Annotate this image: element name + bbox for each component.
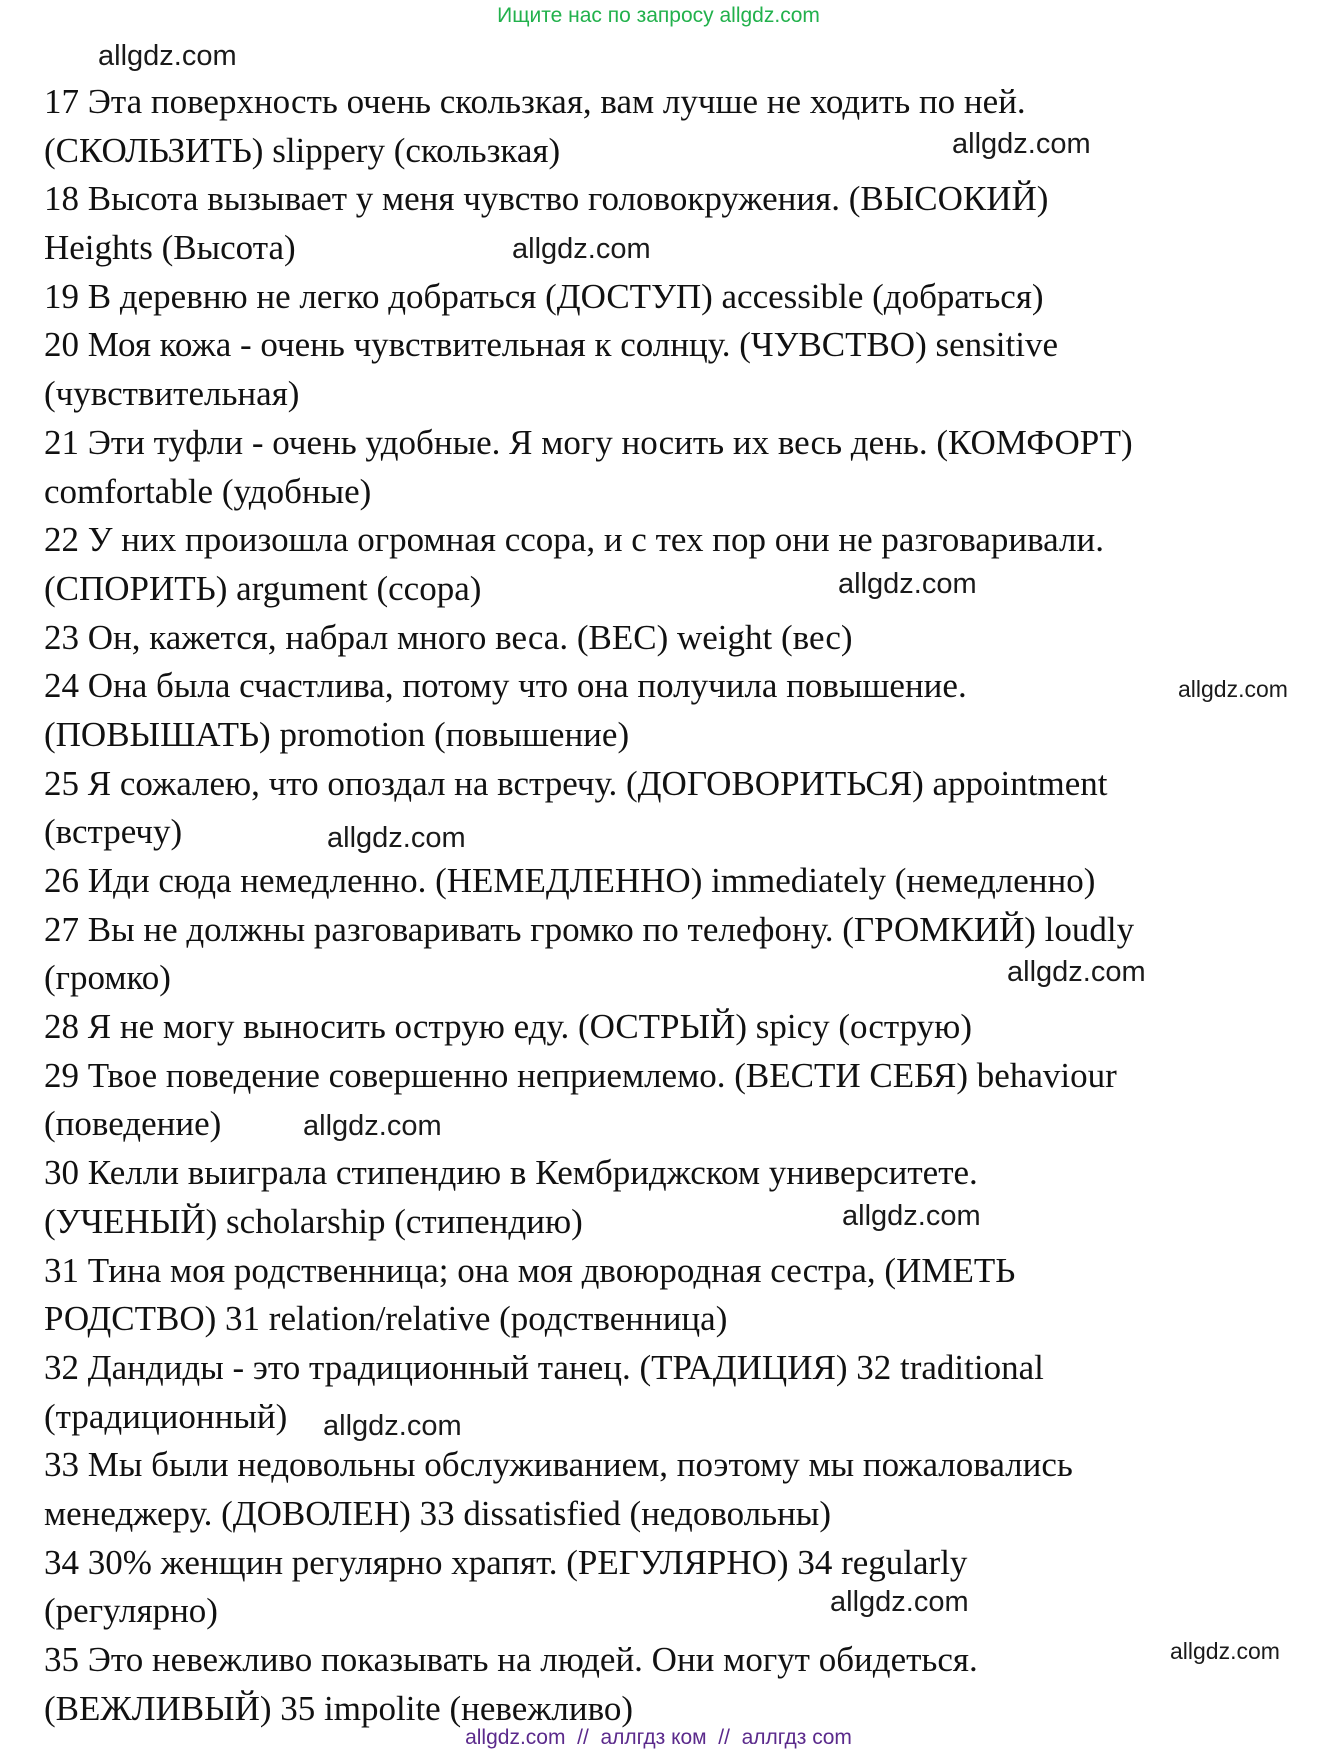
watermark: allgdz.com — [842, 1200, 981, 1232]
answer-line: 19 В деревню не легко добраться (ДОСТУП) accessible (добраться) — [44, 276, 1044, 316]
answer-line: Heights (Высота) — [44, 228, 296, 268]
answer-line: (ВЕЖЛИВЫЙ) 35 impolite (невежливо) — [44, 1688, 634, 1728]
answer-line: 26 Иди сюда немедленно. (НЕМЕДЛЕННО) immediately (немедленно) — [44, 861, 1096, 900]
answer-line: (встречу) — [44, 812, 183, 852]
watermark: allgdz.com — [512, 233, 651, 265]
answer-line: 22 У них произошла огромная ссора, и с тех пор они не разговаривали. — [44, 520, 1104, 560]
top-banner: Ищите нас по запросу allgdz.com — [497, 4, 820, 27]
answer-line: 27 Вы не должны разговаривать громко по телефону. (ГРОМКИЙ) loudly — [44, 909, 1135, 949]
answer-line: 29 Твое поведение совершенно неприемлемо. (ВЕСТИ СЕБЯ) behaviour — [44, 1055, 1117, 1095]
watermark: allgdz.com — [323, 1410, 462, 1442]
answer-line: (традиционный) — [44, 1396, 288, 1436]
answer-line: 35 Это невежливо показывать на людей. Они могут обидеться. — [44, 1640, 978, 1679]
watermark: allgdz.com — [952, 128, 1091, 160]
answer-line: 23 Он, кажется, набрал много веса. (ВЕС) weight (вес) — [44, 617, 853, 657]
answer-line: (УЧЕНЫЙ) scholarship (стипендию) — [44, 1201, 583, 1241]
answer-line: 20 Моя кожа - очень чувствительная к солнцу. (ЧУВСТВО) sensitive — [44, 325, 1058, 365]
watermark: allgdz.com — [303, 1110, 442, 1142]
answer-line: 30 Келли выиграла стипендию в Кембриджском университете. — [44, 1153, 978, 1193]
answer-line: (СПОРИТЬ) argument (ссора) — [44, 568, 482, 608]
answer-line: (СКОЛЬЗИТЬ) slippery (скользкая) — [44, 130, 561, 170]
watermark: allgdz.com — [98, 40, 237, 72]
answer-line: 21 Эти туфли - очень удобные. Я могу носить их весь день. (КОМФОРТ) — [44, 422, 1133, 462]
watermark: allgdz.com — [1170, 1638, 1280, 1664]
answer-line: (регулярно) — [44, 1591, 218, 1631]
answer-line: (чувствительная) — [44, 374, 300, 414]
watermark: allgdz.com — [838, 568, 977, 600]
watermark: allgdz.com — [1007, 956, 1146, 988]
answer-line: comfortable (удобные) — [44, 471, 372, 511]
answer-line: 33 Мы были недовольны обслуживанием, поэтому мы пожаловались — [44, 1445, 1073, 1485]
watermark: allgdz.com — [327, 822, 466, 854]
answer-line: 18 Высота вызывает у меня чувство головокружения. (ВЫСОКИЙ) — [44, 179, 1049, 219]
answer-line: менеджеру. (ДОВОЛЕН) 33 dissatisfied (недовольны) — [44, 1493, 831, 1533]
answer-line: 32 Дандиды - это традиционный танец. (ТРАДИЦИЯ) 32 traditional — [44, 1347, 1044, 1387]
footer-links: allgdz.com // аллгдз ком // аллгдз com — [465, 1726, 852, 1749]
answer-line: 31 Тина моя родственница; она моя двоюродная сестра, (ИМЕТЬ — [44, 1250, 1016, 1290]
answer-line: РОДСТВО) 31 relation/relative (родственница) — [44, 1299, 728, 1339]
watermark: allgdz.com — [830, 1586, 969, 1618]
answer-line: (поведение) — [44, 1104, 222, 1144]
exercise-answers — [44, 78, 1284, 1733]
answer-line: 17 Эта поверхность очень скользкая, вам лучше не ходить по ней. — [44, 82, 1026, 121]
answer-line: 25 Я сожалею, что опоздал на встречу. (ДОГОВОРИТЬСЯ) appointment — [44, 763, 1108, 803]
answer-line: 28 Я не могу выносить острую еду. (ОСТРЫЙ) spicy (острую) — [44, 1007, 972, 1047]
answer-line: 34 30% женщин регулярно храпят. (РЕГУЛЯРНО) 34 regularly — [44, 1542, 968, 1582]
answer-line: (громко) — [44, 958, 171, 998]
watermark: allgdz.com — [1178, 676, 1288, 702]
answer-line: (ПОВЫШАТЬ) promotion (повышение) — [44, 714, 630, 754]
answer-line: 24 Она была счастлива, потому что она получила повышение. — [44, 666, 967, 706]
